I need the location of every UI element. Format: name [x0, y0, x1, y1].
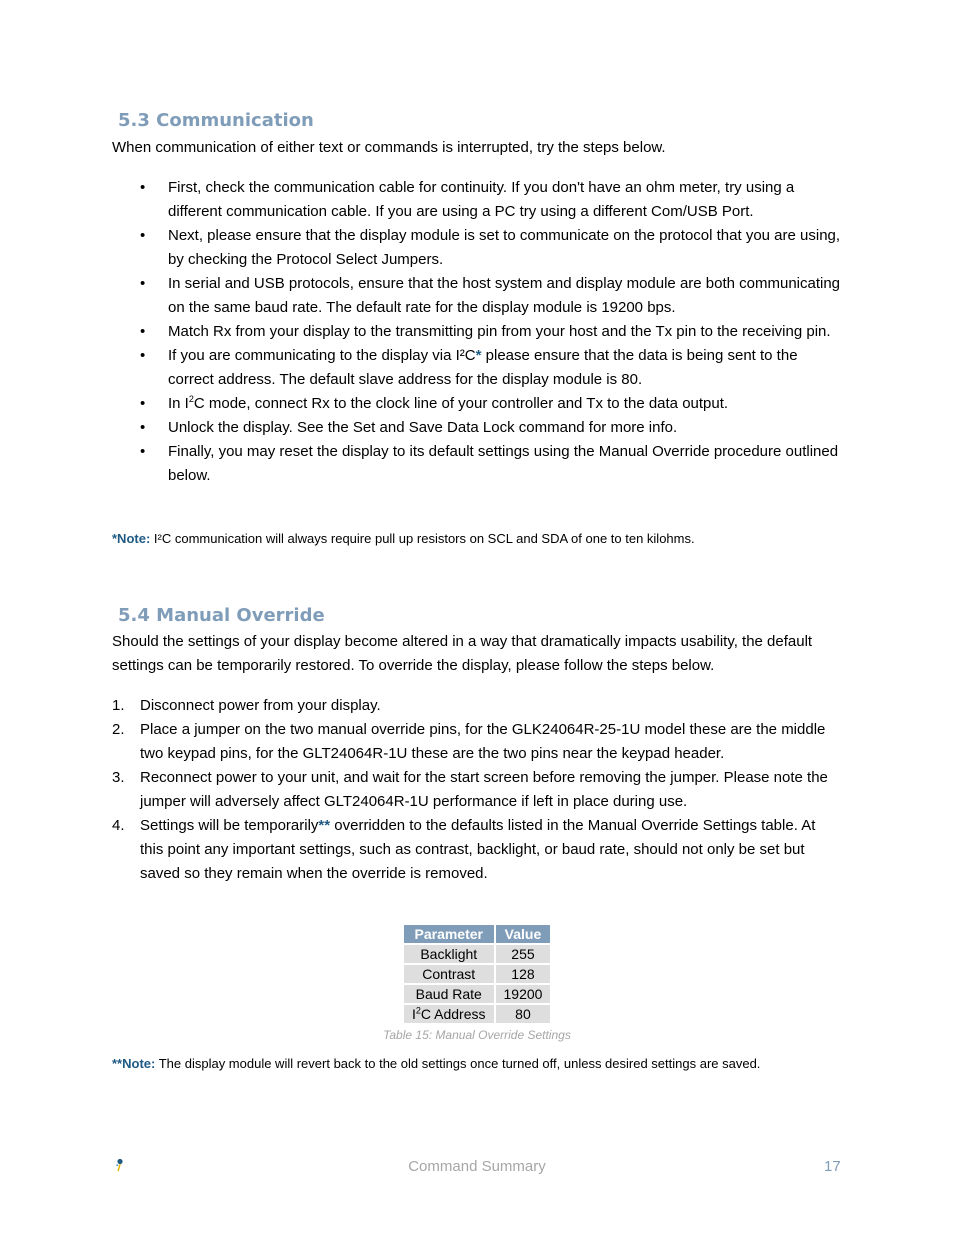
list-item [140, 344, 842, 392]
page-number: 17 [824, 1158, 841, 1175]
table-row [404, 985, 550, 1003]
manual-override-settings-table [402, 923, 552, 1025]
bullet-icon: • [140, 275, 146, 292]
step-number: 4. [112, 817, 125, 834]
parameter-cell: Contrast [404, 965, 494, 983]
list-item [140, 440, 842, 488]
override-note [112, 1055, 760, 1073]
superscript: 2 [188, 394, 194, 404]
step-text: Place a jumper on the two manual override pins, for the GLK24064R-25-1U model these are the middle two keypad pins, for the GLT24064R-1U these are the two pins near the keypad header. [140, 721, 826, 762]
value-cell: 128 [496, 965, 551, 983]
section-heading-manual-override: 5.4 Manual Override [118, 605, 325, 626]
communication-intro: When communication of either text or commands is interrupted, try the steps below. [112, 139, 666, 156]
bullet-icon: • [140, 443, 146, 460]
i2c-note [112, 530, 695, 548]
step-item [112, 814, 842, 886]
value-cell: 255 [496, 945, 551, 963]
bullet-icon: • [140, 395, 146, 412]
list-item-text: If you are communicating to the display via I²C [168, 347, 476, 364]
parameter-cell [404, 1005, 494, 1023]
step-number: 3. [112, 769, 125, 786]
table-row [404, 965, 550, 983]
communication-troubleshooting-list [140, 176, 842, 488]
note-label: *Note: [112, 531, 151, 546]
list-item [140, 224, 842, 272]
parameter-cell: Baud Rate [404, 985, 494, 1003]
bullet-icon: • [140, 179, 146, 196]
step-text: Settings will be temporarily [140, 817, 319, 834]
manual-override-intro: Should the settings of your display become altered in a way that dramatically impacts usability, the default settings can be temporarily restored. To override the display, please follow the steps below. [112, 633, 813, 674]
step-number: 2. [112, 721, 125, 738]
list-item [140, 416, 842, 440]
step-text: Reconnect power to your unit, and wait for the start screen before removing the jumper. Please note the jumper will adversely affect GLT24064R-1U performance if left in place during use. [140, 769, 828, 810]
list-item [140, 320, 842, 344]
list-item-text: Unlock the display. See the Set and Save Data Lock command for more info. [168, 419, 678, 436]
step-item [112, 718, 842, 766]
parameter-cell: Backlight [404, 945, 494, 963]
note-text: I²C communication will always require pull up resistors on SCL and SDA of one to ten kilohms. [150, 531, 695, 546]
bullet-icon: • [140, 227, 146, 244]
footer-title: Command Summary [408, 1158, 546, 1175]
list-item-text: First, check the communication cable for continuity. If you don't have an ohm meter, try using a different communication cable. If you are using a PC try using a different Com/USB Port. [168, 179, 795, 220]
superscript: 2 [415, 1005, 421, 1016]
list-item [140, 176, 842, 224]
table-caption: Table 15: Manual Override Settings [383, 1028, 571, 1042]
table-row [404, 1005, 550, 1023]
list-item-text-continued: C mode, connect Rx to the clock line of your controller and Tx to the data output. [193, 395, 729, 412]
list-item-text: In I [168, 395, 189, 412]
list-item [140, 392, 842, 416]
column-header-parameter: Parameter [404, 925, 494, 943]
footnote-marker: ** [318, 817, 331, 834]
step-text-continued: overridden to the defaults listed in the Manual Override Settings table. At this point any important settings, such as contrast, backlight, or baud rate, should not only be set but saved so they remain when the override is removed. [140, 817, 816, 882]
note-label: **Note: [112, 1056, 156, 1071]
list-item [140, 272, 842, 320]
footnote-marker: * [475, 347, 482, 364]
column-header-value: Value [496, 925, 551, 943]
list-item-text: Match Rx from your display to the transmitting pin from your host and the Tx pin to the receiving pin. [168, 323, 831, 340]
note-text: The display module will revert back to the old settings once turned off, unless desired settings are saved. [155, 1056, 761, 1071]
table-header-row [404, 925, 550, 943]
parameter-text-continued: C Address [420, 1006, 486, 1022]
bullet-icon: • [140, 419, 146, 436]
bullet-icon: • [140, 323, 146, 340]
value-cell: 19200 [496, 985, 551, 1003]
manual-override-settings-table-wrapper [404, 925, 550, 1023]
step-text: Disconnect power from your display. [140, 697, 381, 714]
list-item-text-continued: please ensure that the data is being sent to the correct address. The default slave address for the display module is 80. [168, 347, 798, 388]
value-cell: 80 [496, 1005, 551, 1023]
step-item [112, 694, 842, 718]
list-item-text: Next, please ensure that the display module is set to communicate on the protocol that you are using, by checking the Protocol Select Jumpers. [168, 227, 841, 268]
step-item [112, 766, 842, 814]
step-number: 1. [112, 697, 125, 714]
section-heading-communication: 5.3 Communication [118, 110, 314, 131]
list-item-text: Finally, you may reset the display to its default settings using the Manual Override procedure outlined below. [168, 443, 839, 484]
table-row [404, 945, 550, 963]
list-item-text: In serial and USB protocols, ensure that the host system and display module are both communicating on the same baud rate. The default rate for the display module is 19200 bps. [168, 275, 841, 316]
parameter-text: I [412, 1006, 416, 1022]
manual-override-steps [112, 694, 842, 886]
bullet-icon: • [140, 347, 146, 364]
